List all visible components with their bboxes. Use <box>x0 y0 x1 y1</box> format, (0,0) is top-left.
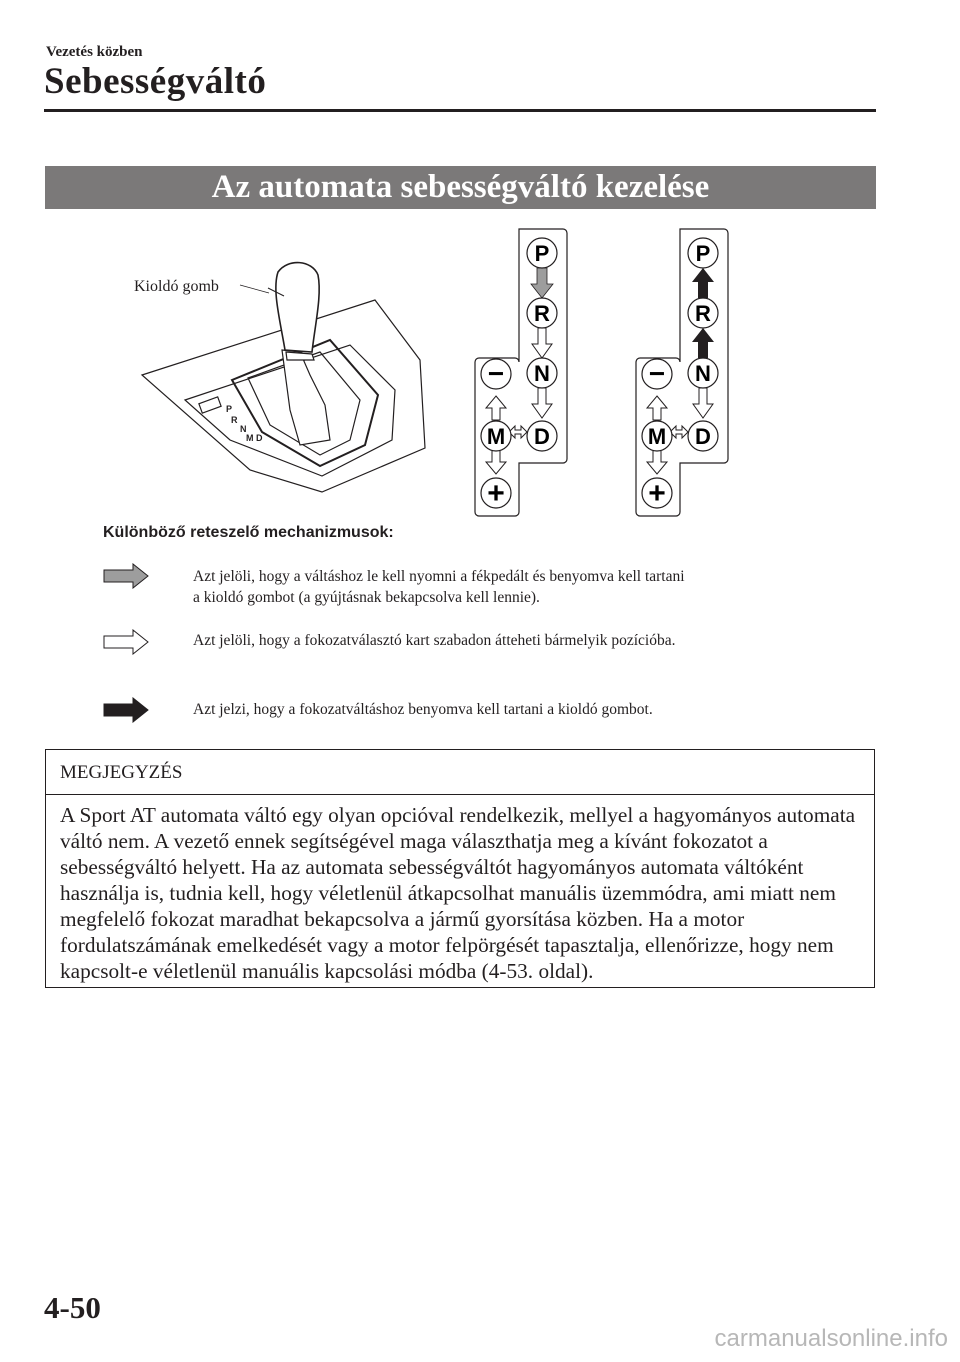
svg-text:M: M <box>647 424 667 449</box>
svg-text:−: − <box>487 358 505 389</box>
gray-arrow-icon <box>103 563 149 589</box>
svg-text:D: D <box>695 424 711 449</box>
legend-title: Különböző reteszelő mechanizmusok: <box>103 524 394 541</box>
shift-gate-diagram-1 <box>475 229 567 516</box>
shift-gate-diagram-2 <box>636 229 728 516</box>
legend-item-black: Azt jelzi, hogy a fokozatváltáshoz benyomva kell tartani a kioldó gombot. <box>193 701 653 718</box>
black-arrow-icon <box>103 697 149 723</box>
note-heading: MEGJEGYZÉS <box>46 750 874 795</box>
svg-text:+: + <box>648 477 666 510</box>
svg-text:D: D <box>534 424 550 449</box>
section-label: Vezetés közben <box>46 44 143 60</box>
svg-text:N: N <box>240 424 247 434</box>
svg-text:N: N <box>534 361 550 386</box>
section-banner: Az automata sebességváltó kezelése <box>45 166 876 209</box>
legend-item-gray <box>193 566 833 608</box>
svg-text:R: R <box>231 415 238 425</box>
svg-text:R: R <box>695 301 711 326</box>
outline-arrow-icon <box>103 629 149 655</box>
page-title: Sebességváltó <box>44 61 267 102</box>
svg-text:D: D <box>256 433 263 443</box>
svg-text:P: P <box>695 241 711 266</box>
release-button-label: Kioldó gomb <box>134 278 219 295</box>
note-box <box>45 749 875 988</box>
svg-text:M: M <box>246 433 254 443</box>
svg-text:N: N <box>695 361 711 386</box>
page-number: 4-50 <box>44 1290 101 1325</box>
svg-text:R: R <box>534 301 550 326</box>
svg-text:M: M <box>486 424 506 449</box>
watermark: carmanualsonline.info <box>714 1325 948 1352</box>
svg-text:P: P <box>534 241 550 266</box>
svg-text:−: − <box>648 358 666 389</box>
shifter-console-drawing <box>142 263 425 492</box>
title-divider <box>44 109 876 112</box>
svg-text:P: P <box>226 404 233 414</box>
gear-shifter-illustration <box>0 222 960 522</box>
note-body: A Sport AT automata váltó egy olyan opcióval rendelkezik, mellyel a hagyományos automata váltó nem. A vezető ennek segítségével maga választhatja meg a kívánt fokozatot a sebességváltó helyett. Ha az automata sebességváltót hagyományos automata váltóként használja is, tudnia kell, hogy véletlenül átkapcsolhat manuális üzemmódra, ami miatt nem megfelelő fokozat maradhat bekapcsolva a jármű gyorsítása közben. Ha a motor fordulatszámának emelkedését vagy a motor felpörgését tapasztalja, ellenőrizze, hogy nem kapcsolt-e véletlenül manuális kapcsolási módba (4-53. oldal). <box>60 803 856 983</box>
svg-text:+: + <box>487 477 505 510</box>
legend-item-gray-line1: Azt jelöli, hogy a váltáshoz le kell nyomni a fékpedált és benyomva kell tartani <box>193 568 685 585</box>
legend-item-gray-line2: a kioldó gombot (a gyújtásnak bekapcsolva kell lennie). <box>193 589 540 606</box>
legend-item-outline: Azt jelöli, hogy a fokozatválasztó kart szabadon átteheti bármelyik pozícióba. <box>193 632 676 649</box>
